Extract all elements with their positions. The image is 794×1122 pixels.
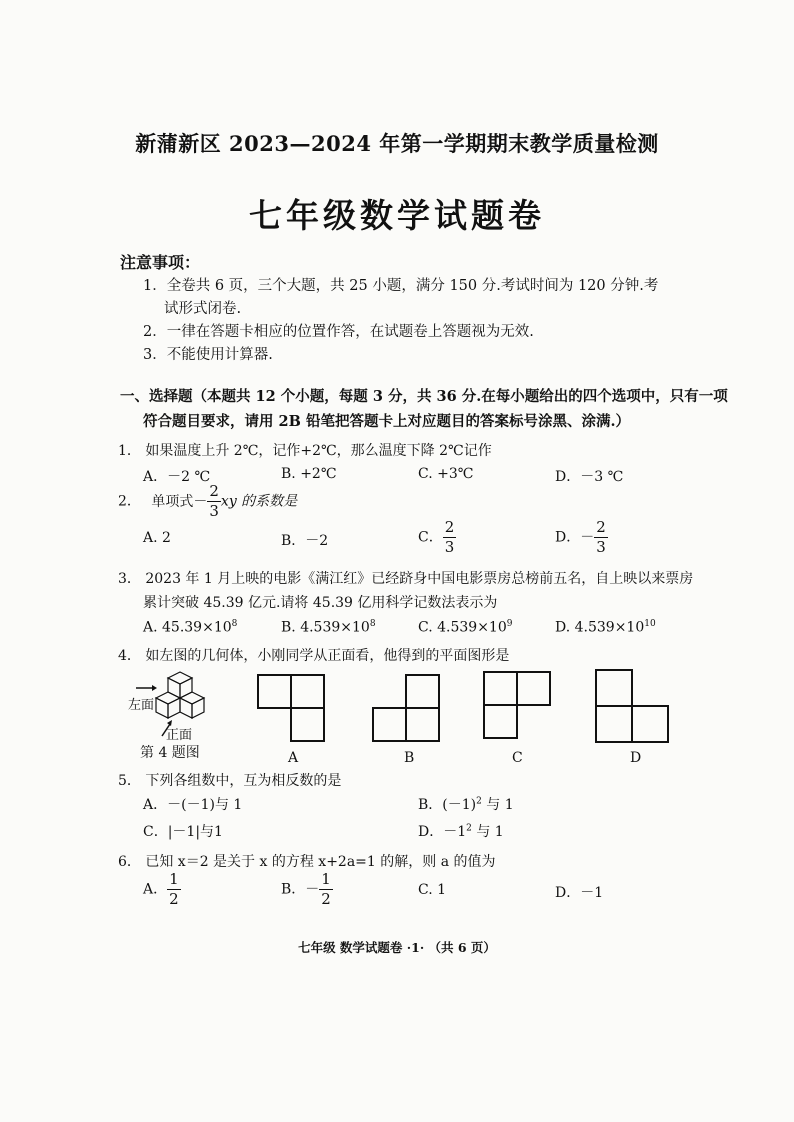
page-footer: 七年级 数学试题卷 ·1· （共 6 页） <box>298 940 496 955</box>
q5-option-c: C．|－1|与1 <box>143 824 223 840</box>
q3-option-b: B. $4.539\times 10^8$ <box>281 619 376 636</box>
q2-option-b: B．－2 <box>281 533 329 549</box>
question-6: 6． 已知 x＝2 是关于 x 的方程 x+2a=1 的解，则 a 的值为 <box>118 854 496 870</box>
notes-heading: 注意事项： <box>120 253 201 272</box>
q2-fraction: $\frac{2}{3}$ <box>209 482 219 520</box>
q6-option-d: D．－1 <box>555 885 604 901</box>
q4-option-a-figure <box>256 673 328 745</box>
q3-option-a: A. $45.39\times 10^8$ <box>143 619 238 636</box>
section-heading: 一、选择题（本题共 12 个小题，每题 3 分，共 36 分.在每小题给出的四个选项中，只有一项 <box>120 388 728 405</box>
q1-option-a: A．－2 ℃ <box>143 469 211 485</box>
q6-option-c: C. 1 <box>418 882 447 898</box>
q3-option-d: D. $4.539\times 10^{10}$ <box>555 619 656 636</box>
note-item: 3．不能使用计算器. <box>143 347 273 363</box>
q4-option-b: B <box>404 750 415 766</box>
q1-option-c: C. +3℃ <box>418 466 474 482</box>
question-3-line2: 累计突破 45.39 亿元.请将 45.39 亿用科学记数法表示为 <box>143 595 498 611</box>
q4-option-d-figure <box>594 668 670 744</box>
q5-option-b: B．$(-1)^2$ 与 1 <box>418 796 514 813</box>
q4-option-c-figure <box>482 670 554 742</box>
exam-title: 新蒲新区 2023—2024 年第一学期期末教学质量检测 <box>135 131 659 156</box>
q1-option-b: B. +2℃ <box>281 466 337 482</box>
note-item: 试形式闭卷. <box>164 301 242 317</box>
q3-option-c: C. $4.539\times 10^9$ <box>418 619 513 636</box>
q5-option-d: D．$-1^2$ 与 1 <box>418 823 504 840</box>
q2-option-d: D．－ $\frac{2}{3}$ <box>555 518 606 556</box>
q2-option-a: A. 2 <box>143 530 171 546</box>
q5-option-a: A．－(－1)与 1 <box>143 797 243 813</box>
q4-figure-caption: 第 4 题图 <box>140 745 200 761</box>
question-2 <box>118 484 297 519</box>
q2-prefix: 单项式－ <box>151 493 208 510</box>
q4-option-d: D <box>630 750 642 766</box>
question-5: 5． 下列各组数中，互为相反数的是 <box>118 773 342 789</box>
q2-number: 2． <box>118 493 141 510</box>
q2-suffix: xy 的系数是 <box>220 493 298 510</box>
q2-option-c: C． $\frac{2}{3}$ <box>418 518 455 556</box>
note-item: 2．一律在答题卡相应的位置作答，在试题卷上答题视为无效. <box>143 324 534 340</box>
question-1: 1． 如果温度上升 2℃，记作+2℃，那么温度下降 2℃记作 <box>118 443 492 459</box>
section-heading-line2: 符合题目要求，请用 2B 铅笔把答题卡上对应题目的答案标号涂黑、涂满.） <box>143 413 630 430</box>
q4-option-c: C <box>512 750 523 766</box>
q4-option-b-figure <box>371 673 443 745</box>
note-item: 1．全卷共 6 页，三个大题，共 25 小题，满分 150 分.考试时间为 120 分钟.考 <box>143 278 659 294</box>
q4-option-a: A <box>288 750 299 766</box>
q6-option-b: B．－ $\frac{1}{2}$ <box>281 870 331 908</box>
question-4: 4． 如左图的几何体，小刚同学从正面看，他得到的平面图形是 <box>118 648 510 664</box>
q1-option-d: D．－3 ℃ <box>555 469 624 485</box>
exam-subtitle: 七年级数学试题卷 <box>249 196 545 235</box>
q6-option-a: A． $\frac{1}{2}$ <box>143 870 179 908</box>
q4-front-face-label: 正面 <box>166 728 193 743</box>
question-3: 3． 2023 年 1 月上映的电影《满江红》已经跻身中国电影票房总榜前五名，自上映以来票房 <box>118 571 694 587</box>
q4-left-face-label: 左面 <box>128 698 155 713</box>
